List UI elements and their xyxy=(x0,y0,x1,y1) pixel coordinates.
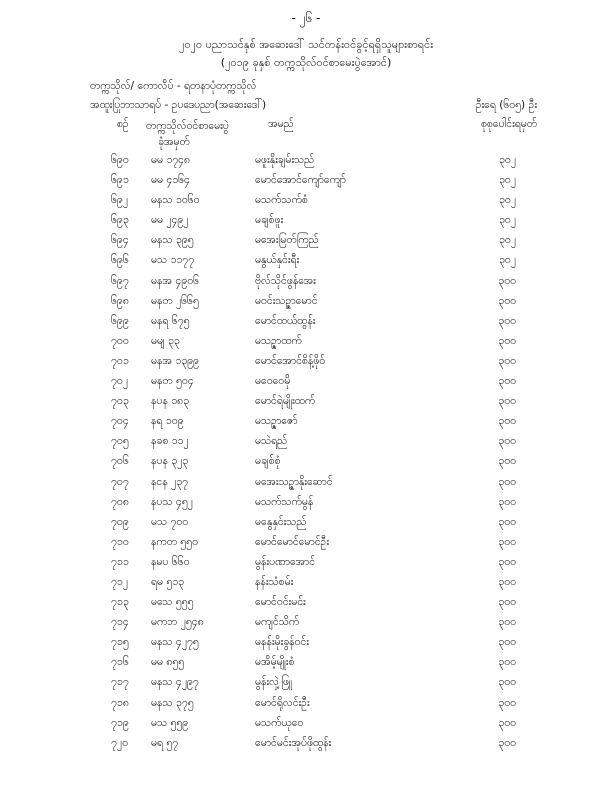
row-serial-number: ၆၉၆ xyxy=(111,254,129,267)
row-serial-number: ၇၀၂ xyxy=(111,375,128,388)
row-roll-number: နပသ ၄၅၂ xyxy=(151,495,193,508)
row-roll-number: နငန ၂၃၇ xyxy=(151,475,189,488)
row-total-marks: ၃၀၂ xyxy=(499,234,516,247)
row-total-marks: ၃၀၀ xyxy=(498,314,516,327)
row-student-name: မအိမ့်မျိုးစံ xyxy=(255,656,295,669)
table-row xyxy=(0,614,612,634)
row-student-name: မောင်ထယ်ထွန်း xyxy=(255,314,316,327)
row-serial-number: ၇၀၈ xyxy=(111,495,129,508)
row-serial-number: ၇၁၅ xyxy=(111,636,129,649)
table-row xyxy=(0,152,612,172)
table-row xyxy=(0,574,612,594)
table-row xyxy=(0,353,612,373)
row-roll-number: မမ ၄၁၆၄ xyxy=(151,174,190,187)
row-roll-number: မမ ၈၅၅ xyxy=(151,656,185,669)
row-serial-number: ၇၁၉ xyxy=(111,716,129,729)
table-row xyxy=(0,333,612,353)
table-row xyxy=(0,715,612,735)
row-student-name: မသက်သက်မွန် xyxy=(255,495,314,508)
row-serial-number: ၆၉၁ xyxy=(111,174,129,187)
row-student-name: မောင်မောင်မောင်ဦး xyxy=(255,535,330,548)
row-student-name: မသဉ္ဇာထက် xyxy=(255,334,302,347)
table-row xyxy=(0,514,612,534)
row-total-marks: ၃၀၀ xyxy=(498,656,516,669)
row-total-marks: ၃၀၀ xyxy=(498,395,516,408)
table-row xyxy=(0,192,612,212)
header-total-marks: စုစုပေါင်းရမှတ် xyxy=(480,118,537,130)
row-total-marks: ၃၀၀ xyxy=(498,294,516,307)
row-student-name: မွန်းလှဲ့ဖြူ xyxy=(255,676,292,689)
row-total-marks: ၃၀၂ xyxy=(499,214,516,227)
table-row xyxy=(0,172,612,192)
row-serial-number: ၇၀၃ xyxy=(111,395,129,408)
table-row xyxy=(0,674,612,694)
row-total-marks: ၃၀၀ xyxy=(498,334,516,347)
page-number: - ၂၆ - xyxy=(291,11,321,25)
row-student-name: မဖူးနိုးချမ်းသည် xyxy=(255,154,315,166)
row-total-marks: ၃၀၀ xyxy=(498,515,516,528)
row-student-name: နန်းသံစမ်း xyxy=(255,575,294,588)
row-serial-number: ၇၀၁ xyxy=(111,354,129,367)
row-total-marks: ၃၀၀ xyxy=(498,616,516,629)
row-serial-number: ၆၉၂ xyxy=(111,194,128,207)
row-roll-number: မနသ ၄၂၇၅ xyxy=(151,636,199,649)
table-row xyxy=(0,554,612,574)
row-total-marks: ၃၀၀ xyxy=(498,736,516,749)
row-total-marks: ၃၀၀ xyxy=(498,696,516,709)
row-serial-number: ၆၉၉ xyxy=(111,314,129,327)
row-roll-number: မမ ၁၇၄၈ xyxy=(151,154,191,166)
row-roll-number: မသ ၁၁၇၇ xyxy=(151,254,195,267)
row-total-marks: ၃၀၀ xyxy=(498,636,516,649)
row-total-marks: ၃၀၀ xyxy=(498,535,516,548)
row-total-marks: ၃၀၀ xyxy=(498,375,516,388)
row-roll-number: ရမ ၅၁၃ xyxy=(151,575,185,588)
row-roll-number: မနသ ၃၉၅ xyxy=(151,234,194,247)
row-total-marks: ၃၀၀ xyxy=(498,415,516,428)
row-total-marks: ၃၀၂ xyxy=(499,154,516,166)
table-row xyxy=(0,494,612,514)
header-roll-line1: တက္ကသိုလ်ဝင်စာမေးပွဲ xyxy=(146,120,229,132)
row-total-marks: ၃၀၂ xyxy=(499,254,516,267)
header-roll-line2: ခုံအမှတ် xyxy=(158,136,190,148)
row-roll-number: မနရ ၆၇၅ xyxy=(151,314,190,327)
table-row xyxy=(0,433,612,453)
table-row xyxy=(0,393,612,413)
university-line: တက္ကသိုလ်/ ကောလိပ် - ရတနာပုံတက္ကသိုလ် xyxy=(90,80,257,92)
table-row xyxy=(0,252,612,272)
row-student-name: မောင်ဝင်းမင်း xyxy=(255,596,306,609)
table-row xyxy=(0,273,612,293)
table-row xyxy=(0,695,612,715)
row-roll-number: မနတ ၂၆၆၅ xyxy=(151,294,199,307)
row-student-name: မသဉ္ဇာဇော် xyxy=(255,415,298,428)
row-student-name: မကျင်သိက် xyxy=(255,616,300,629)
row-total-marks: ၃၀၀ xyxy=(498,555,516,568)
row-student-name: မဝေဝေမို xyxy=(255,375,291,388)
table-row xyxy=(0,474,612,494)
row-serial-number: ၆၉၄ xyxy=(111,234,129,247)
row-roll-number: မနအ ၁၃၉၉ xyxy=(151,354,200,367)
results-table xyxy=(0,152,612,755)
row-serial-number: ၇၀၄ xyxy=(111,415,129,428)
row-serial-number: ၇၁၃ xyxy=(111,596,129,609)
row-student-name: မောင်အောင်စိန့်ဖိုဝ် xyxy=(255,354,326,367)
table-row xyxy=(0,413,612,433)
row-roll-number: နကတ ၅၅၀ xyxy=(151,535,198,548)
row-serial-number: ၇၁၂ xyxy=(111,575,128,588)
row-roll-number: မမျ ၃၃ xyxy=(151,334,180,347)
row-total-marks: ၃၀၂ xyxy=(499,174,516,187)
table-row xyxy=(0,293,612,313)
row-student-name: မနွယ်နှင်းရီး xyxy=(255,254,300,267)
header-serial-number: စဉ် xyxy=(117,118,129,130)
table-row xyxy=(0,313,612,333)
row-roll-number: နပန ၃၂၃ xyxy=(151,455,189,468)
row-student-name: မအေးမြတ်ကြည် xyxy=(255,234,319,247)
row-student-name: မသက်သက်စံ xyxy=(255,194,308,207)
row-roll-number: မသေ ၅၅၅ xyxy=(151,596,194,609)
header-roll-number xyxy=(146,118,229,150)
row-student-name: မောင်ရဲမျိုးထက် xyxy=(255,395,316,408)
row-roll-number: နမပ ၆၆၀ xyxy=(151,555,190,568)
row-roll-number: မနအ ၄၉၀၆ xyxy=(151,274,200,287)
row-student-name: မသက်ယုဝေ xyxy=(255,716,304,729)
row-serial-number: ၇၁၀ xyxy=(111,535,129,548)
row-total-marks: ၃၀၀ xyxy=(498,354,516,367)
row-serial-number: ၆၉၈ xyxy=(111,294,129,307)
document-subtitle: (၂၀၁၉ ခုနှစ် တက္ကသိုလ်ဝင်စာမေးပွဲအောင်) xyxy=(220,56,392,69)
row-roll-number: မနသ ၄၂၉၇ xyxy=(151,676,199,689)
row-serial-number: ၇၀၇ xyxy=(111,475,129,488)
row-student-name: မအေးသဉ္ဇာနိုးဆောင် xyxy=(255,475,333,488)
row-roll-number: မမ ၂၄၉၂ xyxy=(151,214,189,227)
row-roll-number: မရ ၅၇ xyxy=(151,736,179,749)
row-student-name: မချစ်စုံ xyxy=(255,455,281,468)
row-student-name: မွန်းပဏာအောင် xyxy=(255,555,316,568)
row-total-marks: ၃၀၀ xyxy=(498,435,516,448)
row-roll-number: မနတ ၅၀၄ xyxy=(151,375,194,388)
row-serial-number: ၆၉၇ xyxy=(111,274,129,287)
row-total-marks: ၃၀၀ xyxy=(498,596,516,609)
row-roll-number: နရ ၁၀၉ xyxy=(151,415,184,428)
table-row xyxy=(0,735,612,755)
row-student-name: မောင်မင်းအုပ်ဖိုထွန်း xyxy=(255,736,332,749)
row-roll-number: နခစ ၁၁၂ xyxy=(151,435,189,448)
table-row xyxy=(0,212,612,232)
header-name: အမည် xyxy=(268,118,294,130)
row-serial-number: ၇၁၆ xyxy=(111,656,129,669)
row-serial-number: ၇၀၆ xyxy=(111,455,129,468)
table-row xyxy=(0,654,612,674)
row-roll-number: မကဘ ၂၅၄၈ xyxy=(151,616,204,629)
row-serial-number: ၇၁၁ xyxy=(111,555,129,568)
row-total-marks: ၃၀၀ xyxy=(498,475,516,488)
major-subject-line: အထူးပြုဘာသာရပ် - ဥပဒေပညာ(အဆေးဒေါ်) xyxy=(90,99,267,111)
row-serial-number: ၆၉၃ xyxy=(111,214,129,227)
row-serial-number: ၆၉၀ xyxy=(111,154,129,166)
row-total-marks: ၃၀၂ xyxy=(499,194,516,207)
row-student-name: မောင်အောင်ကျော်ကျော် xyxy=(255,174,346,187)
row-roll-number: မနသ ၃၇၅ xyxy=(151,696,194,709)
row-roll-number: မသ ၅၅၉ xyxy=(151,716,189,729)
row-roll-number: မနသ ၁၀၆၀ xyxy=(151,194,200,207)
row-student-name: မောင်ရိုလင်းဦး xyxy=(255,696,310,709)
table-row xyxy=(0,232,612,252)
row-serial-number: ၇၀၅ xyxy=(111,435,129,448)
row-serial-number: ၇၂၀ xyxy=(111,736,128,749)
row-student-name: မနန်းမိုးခွန်ဝင်း xyxy=(255,636,309,649)
row-total-marks: ၃၀၀ xyxy=(498,716,516,729)
row-total-marks: ၃၀၀ xyxy=(498,575,516,588)
row-student-name: မသဲရည် xyxy=(255,435,288,448)
row-serial-number: ၇၁၈ xyxy=(111,696,129,709)
table-row xyxy=(0,534,612,554)
row-serial-number: ၇၀၀ xyxy=(111,334,129,347)
table-row xyxy=(0,453,612,473)
row-student-name: မချစ်ဖူး xyxy=(255,214,284,227)
row-student-name: မဝင်းသဉ္ဇာမောင် xyxy=(255,294,318,307)
row-serial-number: ၇၁၄ xyxy=(111,616,129,629)
row-student-name: မနွေနှင်းသည် xyxy=(255,515,307,528)
row-serial-number: ၇၀၉ xyxy=(111,515,129,528)
row-total-marks: ၃၀၀ xyxy=(498,495,516,508)
row-roll-number: မသ ၇၀၀ xyxy=(151,515,189,528)
table-row xyxy=(0,634,612,654)
table-row xyxy=(0,594,612,614)
row-serial-number: ၇၁၇ xyxy=(111,676,129,689)
student-count: ဦးရေ (၆၀၅) ဦး xyxy=(475,99,537,111)
row-total-marks: ၃၀၀ xyxy=(498,676,516,689)
document-title: ၂၀၂၀ ပညာသင်နှစ် အဆေးဒေါ် သင်တန်းဝင်ခွင့်ရရှိသူများစာရင်း xyxy=(178,38,434,51)
row-roll-number: နပန ၁၈၃ xyxy=(151,395,190,408)
row-total-marks: ၃၀၀ xyxy=(498,455,516,468)
row-student-name: ဗိုလ်သိုင်ဖွန်အေး xyxy=(255,274,316,287)
table-row xyxy=(0,373,612,393)
row-total-marks: ၃၀၀ xyxy=(498,274,516,287)
